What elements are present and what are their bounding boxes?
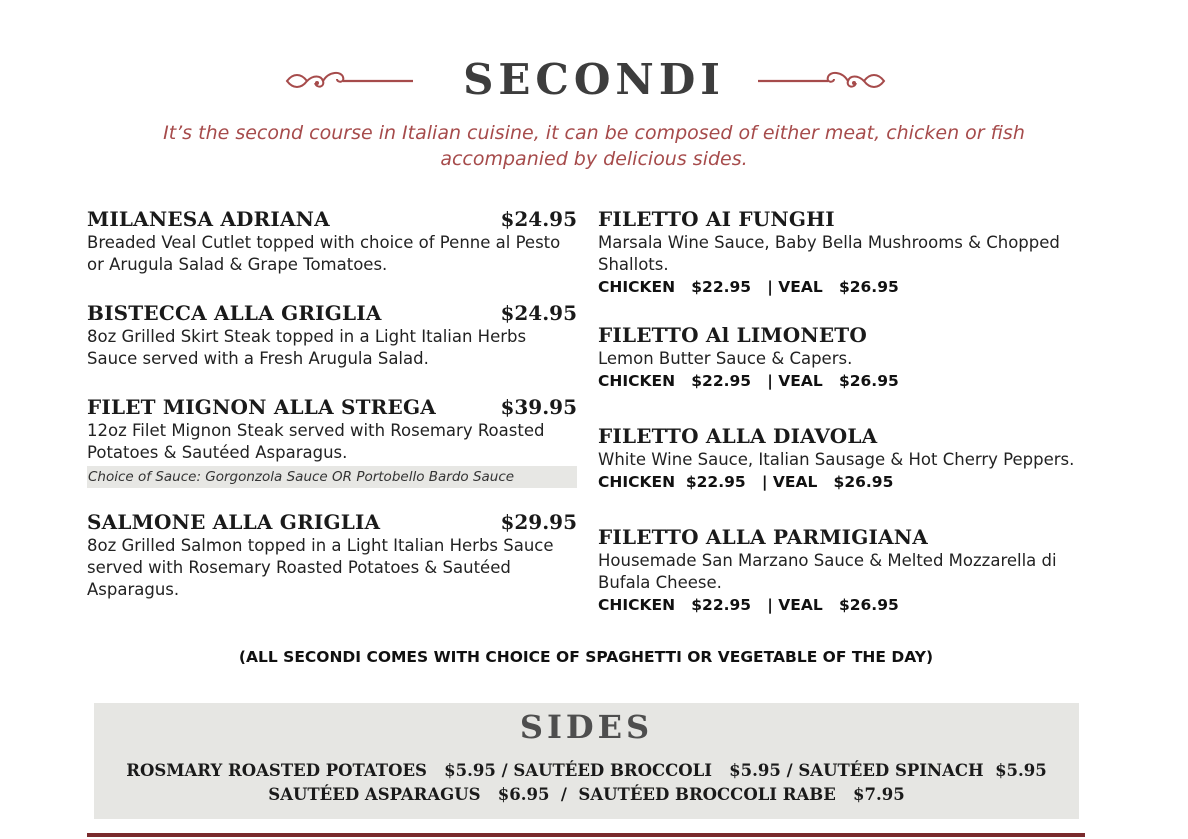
menu-item bbox=[598, 323, 1098, 392]
item-name: MILANESA ADRIANA bbox=[87, 207, 330, 231]
menu-item bbox=[598, 424, 1098, 493]
menu-item bbox=[87, 301, 577, 370]
menu-item bbox=[87, 395, 577, 488]
section-header bbox=[0, 55, 1188, 111]
menu-item bbox=[87, 207, 577, 276]
top-divider-fragment bbox=[615, 0, 685, 4]
menu-item bbox=[598, 207, 1098, 298]
item-name: SALMONE ALLA GRIGLIA bbox=[87, 510, 381, 534]
item-price: $29.95 bbox=[500, 510, 577, 534]
sides-section bbox=[94, 703, 1079, 819]
item-description: 12oz Filet Mignon Steak served with Rosemary Roasted Potatoes & Sautéed Asparagus. bbox=[87, 421, 545, 462]
item-name: FILETTO AI FUNGHI bbox=[598, 207, 835, 231]
bottom-divider bbox=[87, 833, 1085, 837]
item-prices: CHICKEN $22.95 | VEAL $26.95 bbox=[598, 596, 899, 614]
item-description: 8oz Grilled Skirt Steak topped in a Light Italian Herbs Sauce served with a Fresh Arugula Salad. bbox=[87, 327, 527, 368]
item-prices: CHICKEN $22.95 | VEAL $26.95 bbox=[598, 473, 894, 491]
item-description: Breaded Veal Cutlet topped with choice of Penne al Pesto or Arugula Salad & Grape Tomatoes. bbox=[87, 233, 561, 274]
sauce-choice-note: Choice of Sauce: Gorgonzola Sauce OR Portobello Bardo Sauce bbox=[87, 466, 577, 488]
item-prices: CHICKEN $22.95 | VEAL $26.95 bbox=[598, 278, 899, 296]
scroll-flourish-icon bbox=[756, 67, 888, 95]
item-description: Housemade San Marzano Sauce & Melted Mozzarella di Bufala Cheese. bbox=[598, 551, 1057, 592]
item-name: FILETTO Al LIMONETO bbox=[598, 323, 867, 347]
item-price: $39.95 bbox=[500, 395, 577, 419]
secondi-footnote: (ALL SECONDI COMES WITH CHOICE OF SPAGHETTI OR VEGETABLE OF THE DAY) bbox=[238, 648, 934, 666]
item-name: FILETTO ALLA DIAVOLA bbox=[598, 424, 878, 448]
item-name: FILETTO ALLA PARMIGIANA bbox=[598, 525, 928, 549]
sides-title: SIDES bbox=[519, 708, 654, 746]
item-name: BISTECCA ALLA GRIGLIA bbox=[87, 301, 382, 325]
item-name: FILET MIGNON ALLA STREGA bbox=[87, 395, 436, 419]
item-prices: CHICKEN $22.95 | VEAL $26.95 bbox=[598, 372, 899, 390]
item-price: $24.95 bbox=[500, 301, 577, 325]
menu-item bbox=[598, 525, 1098, 616]
item-description: White Wine Sauce, Italian Sausage & Hot Cherry Peppers. bbox=[598, 450, 1075, 469]
section-subtitle: It’s the second course in Italian cuisine, it can be composed of either meat, chicken or fish accompanied by delicious sides. bbox=[163, 122, 1025, 170]
sides-list-line: SAUTÉED ASPARAGUS $6.95 / SAUTÉED BROCCOLI RABE $7.95 bbox=[268, 785, 905, 804]
page-title: SECONDI bbox=[463, 55, 725, 104]
item-description: Marsala Wine Sauce, Baby Bella Mushrooms & Chopped Shallots. bbox=[598, 233, 1060, 274]
item-description: 8oz Grilled Salmon topped in a Light Italian Herbs Sauce served with Rosemary Roasted Potatoes & Sautéed Asparagus. bbox=[87, 536, 554, 599]
menu-item bbox=[87, 510, 577, 601]
item-description: Lemon Butter Sauce & Capers. bbox=[598, 349, 853, 368]
item-price: $24.95 bbox=[500, 207, 577, 231]
sides-list-line: ROSMARY ROASTED POTATOES $5.95 / SAUTÉED BROCCOLI $5.95 / SAUTÉED SPINACH $5.95 bbox=[126, 761, 1047, 780]
